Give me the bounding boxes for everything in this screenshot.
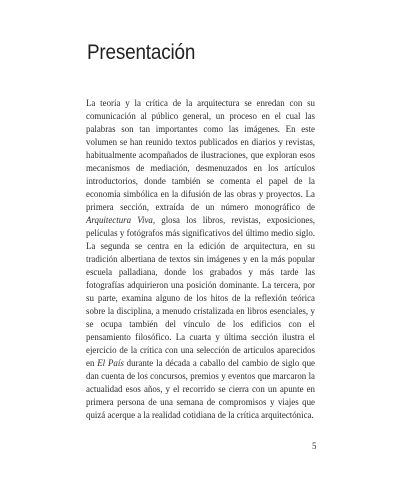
- paragraph-text: La teoría y la crítica de la arquitectura se enredan con su comunicación al público general, un proceso en el cual las palabras son tan importantes como las imágenes. En este volumen se han reunido textos publicados en diarios y revistas, habitualmente acompañados de ilustraciones, que exploran esos mecanismos de mediación, desmenuzados en los artículos introductorios, donde también se comenta el papel de la economía simbólica en la difusión de las obras y proyectos. La primera sección, extraída de un número monográfico de: [86, 98, 315, 212]
- body-paragraph: [86, 97, 315, 422]
- paragraph-text: , glosa los libros, revistas, exposiciones, películas y fotógrafos más significativos del último medio siglo. La segunda se centra en la edición de arquitectura, en su tradición albertiana de textos sin imágenes y en la más popular escuela palladiana, donde los grabados y más tarde las fotografías adquirieron una posición dominante. La tercera, por su parte, examina alguno de los hitos de la reflexión teórica sobre la disciplina, a menudo cristalizada en libros esenciales, y se ocupa también del vínculo de los edificios con el pensamiento filosófico. La cuarta y última sección ilustra el ejercicio de la crítica con una selección de artículos aparecidos en: [86, 215, 315, 368]
- page-number: 5: [312, 441, 317, 451]
- page-title: Presentación: [87, 41, 196, 64]
- paragraph-text: durante la década a caballo del cambio de siglo que dan cuenta de los concursos, premios y eventos que marcaron la actualidad esos años, y el recorrido se cierra con un apunte en primera persona de una semana de compromisos y viajes que quizá acerque a la realidad cotidiana de la crítica arquitectónica.: [86, 358, 315, 420]
- newspaper-title: El País: [97, 358, 124, 368]
- magazine-title: Arquitectura Viva: [86, 215, 153, 225]
